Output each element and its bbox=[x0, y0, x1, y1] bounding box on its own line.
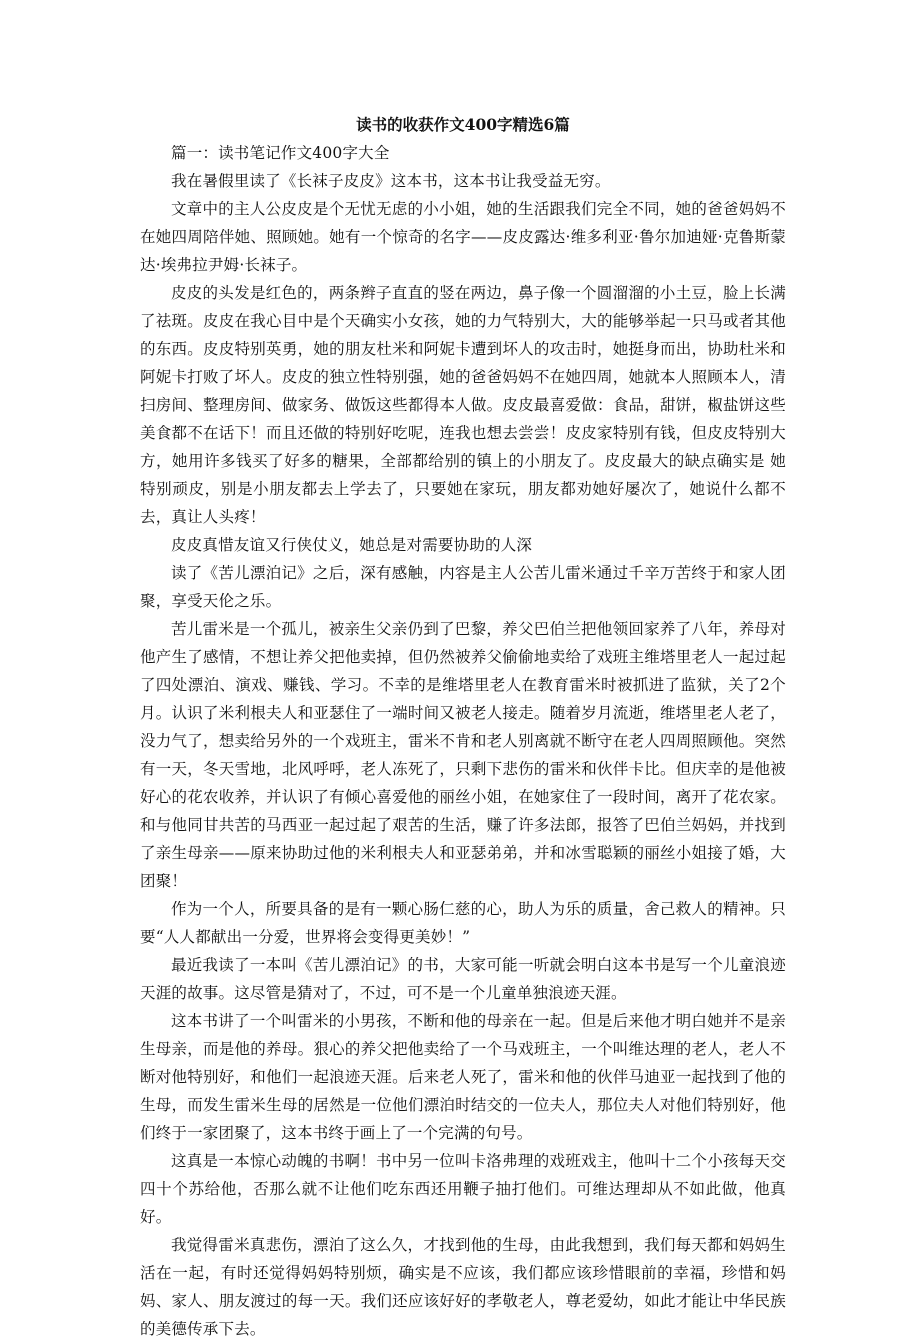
paragraph: 皮皮的头发是红色的，两条辫子直直的竖在两边，鼻子像一个圆溜溜的小土豆，脸上长满了祛斑。皮皮在我心目中是个天确实小女孩，她的力气特别大，大的能够举起一只马或者其他的东西。皮皮特别英勇，她的朋友杜米和阿妮卡遭到坏人的攻击时，她挺身而出，协助杜米和阿妮卡打败了坏人。皮皮的独立性特别强，她的爸爸妈妈不在她四周，她就本人照顾本人，清扫房间、整理房间、做家务、做饭这些都得本人做。皮皮最喜爱做：食品，甜饼，椒盐饼这些美食都不在话下！而且还做的特别好吃呢，连我也想去尝尝！皮皮家特别有钱，但皮皮特别大方，她用许多钱买了好多的糖果，全部都给别的镇上的小朋友了。皮皮最大的缺点确实是 她特别顽皮，别是小朋友都去上学去了，只要她在家玩，朋友都劝她好屡次了，她说什么都不去，真让人头疼！ bbox=[140, 284, 786, 526]
paragraph: 读了《苦儿漂泊记》之后，深有感触，内容是主人公苦儿雷米通过千辛万苦终于和家人团聚，享受天伦之乐。 bbox=[140, 564, 786, 610]
paragraph: 我在暑假里读了《长袜子皮皮》这本书，这本书让我受益无穷。 bbox=[171, 172, 611, 190]
document-body bbox=[140, 111, 786, 1343]
paragraph: 篇一：读书笔记作文400字大全 bbox=[171, 144, 390, 162]
paragraph: 作为一个人，所要具备的是有一颗心肠仁慈的心，助人为乐的质量，舍己救人的精神。只要“人人都献出一分爱，世界将会变得更美妙！” bbox=[140, 900, 786, 946]
paragraph: 苦儿雷米是一个孤儿，被亲生父亲仍到了巴黎，养父巴伯兰把他领回家养了八年，养母对他产生了感情，不想让养父把他卖掉，但仍然被养父偷偷地卖给了戏班主维塔里老人一起过起了四处漂泊、演戏、赚钱、学习。不幸的是维塔里老人在教育雷米时被抓进了监狱，关了2个月。认识了米利根夫人和亚瑟住了一端时间又被老人接走。随着岁月流逝，维塔里老人老了，没力气了，想卖给另外的一个戏班主，雷米不肯和老人别离就不断守在老人四周照顾他。突然有一天，冬天雪地，北风呼呼，老人冻死了，只剩下悲伤的雷米和伙伴卡比。但庆幸的是他被好心的花农收养，并认识了有倾心喜爱他的丽丝小姐，在她家住了一段时间，离开了花农家。和与他同甘共苦的马西亚一起过起了艰苦的生活，赚了许多法郎，报答了巴伯兰妈妈，并找到了亲生母亲——原来协助过他的米利根夫人和亚瑟弟弟，并和冰雪聪颖的丽丝小姐接了婚，大团聚！ bbox=[140, 620, 786, 890]
paragraph: 这真是一本惊心动魄的书啊！书中另一位叫卡洛弗理的戏班戏主，他叫十二个小孩每天交四十个苏给他，否那么就不让他们吃东西还用鞭子抽打他们。可维达理却从不如此做，他真好。 bbox=[140, 1152, 786, 1226]
paragraph: 这本书讲了一个叫雷米的小男孩，不断和他的母亲在一起。但是后来他才明白她并不是亲生母亲，而是他的养母。狠心的养父把他卖给了一个马戏班主，一个叫维达理的老人，老人不断对他特别好，和他们一起浪迹天涯。后来老人死了，雷米和他的伙伴马迪亚一起找到了他的生母，而发生雷米生母的居然是一位他们漂泊时结交的一位夫人，那位夫人对他们特别好，他们终于一家团聚了，这本书终于画上了一个完满的句号。 bbox=[140, 1012, 786, 1142]
paragraph: 文章中的主人公皮皮是个无忧无虑的小小姐，她的生活跟我们完全不同，她的爸爸妈妈不在她四周陪伴她、照顾她。她有一个惊奇的名字——皮皮露达·维多利亚·鲁尔加迪娅·克鲁斯蒙达·埃弗拉尹姆·长袜子。 bbox=[140, 200, 786, 274]
paragraph: 我觉得雷米真悲伤，漂泊了这么久，才找到他的生母，由此我想到，我们每天都和妈妈生活在一起，有时还觉得妈妈特别烦，确实是不应该，我们都应该珍惜眼前的幸福，珍惜和妈妈、家人、朋友渡过的每一天。我们还应该好好的孝敬老人，尊老爱幼，如此才能让中华民族的美德传承下去。 bbox=[140, 1236, 786, 1338]
paragraph: 最近我读了一本叫《苦儿漂泊记》的书，大家可能一听就会明白这本书是写一个儿童浪迹天涯的故事。这尽管是猜对了，不过，可不是一个儿童单独浪迹天涯。 bbox=[140, 956, 786, 1002]
paragraph: 皮皮真惜友谊又行侠仗义，她总是对需要协助的人深 bbox=[171, 536, 533, 554]
document-title: 读书的收获作文400字精选6篇 bbox=[356, 115, 570, 134]
